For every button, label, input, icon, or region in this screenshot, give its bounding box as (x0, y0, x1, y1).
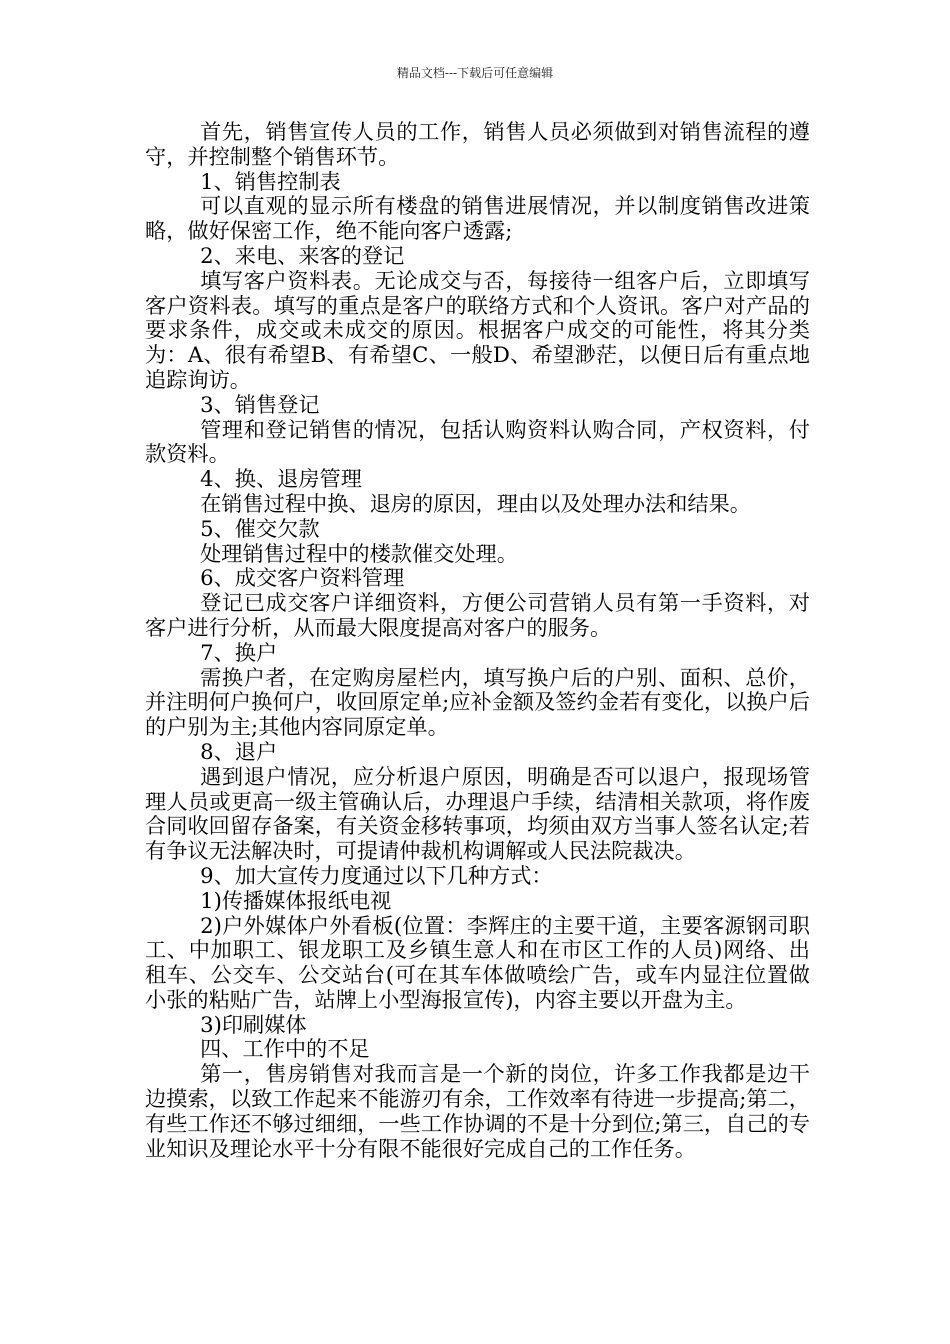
heading-sales-registration: 3、销售登记 (200, 391, 320, 417)
heading-unit-exchange: 7、换户 (200, 639, 278, 665)
paragraph-unit-return: 遇到退户情况，应分析退户原因，明确是否可以退户，报现场管理人员或更高一级主管确认后，办理退户手续，结清相关款项，将作废合同收回留存备案，有关资金移转事项，均须由双方当事人签名认定;若有争议无法解决时，可提请仲裁机构调解或人民法院裁决。 (145, 763, 810, 864)
paragraph-unit-exchange: 需换户者，在定购房屋栏内，填写换户后的户别、面积、总价，并注明何户换何户，收回原定单;应补金额及签约金若有变化，以换户后的户别为主;其他内容同原定单。 (145, 664, 810, 740)
heading-call-visit-registration: 2、来电、来客的登记 (200, 242, 405, 268)
heading-customer-data-management: 6、成交客户资料管理 (200, 565, 405, 591)
paragraph-customer-data-management: 登记已成交客户详细资料，方便公司营销人员有第一手资料，对客户进行分析，从而最大限度提高对客户的服务。 (145, 590, 810, 640)
list-item-broadcast-media: 1)传播媒体报纸电视 (200, 887, 392, 913)
document-body (145, 120, 810, 1161)
heading-publicity: 9、加大宣传力度通过以下几种方式： (200, 862, 553, 888)
heading-shortcomings: 四、工作中的不足 (200, 1036, 370, 1062)
list-item-print-media: 3)印刷媒体 (200, 1011, 307, 1037)
paragraph-payment-collection: 处理销售过程中的楼款催交处理。 (200, 540, 518, 566)
paragraph-intro: 首先，销售宣传人员的工作，销售人员必须做到对销售流程的遵守，并控制整个销售环节。 (145, 119, 810, 169)
list-item-outdoor-media: 2)户外媒体户外看板(位置：李辉庄的主要干道，主要客源钢司职工、中加职工、银龙职工及乡镇生意人和在市区工作的人员)网络、出租车、公交车、公交站台(可在其车体做喷绘广告，或车内显注位置做小张的粘贴广告，站牌上小型海报宣传)，内容主要以开盘为主。 (145, 912, 810, 1012)
paragraph-shortcomings: 第一，售房销售对我而言是一个新的岗位，许多工作我都是边干边摸索，以致工作起来不能游刃有余，工作效率有待进一步提高;第二，有些工作还不够过细细，一些工作协调的不是十分到位;第三，自己的专业知识及理论水平十分有限不能很好完成自己的工作任务。 (145, 1061, 810, 1161)
heading-payment-collection: 5、催交欠款 (200, 515, 320, 541)
paragraph-sales-registration: 管理和登记销售的情况，包括认购资料认购合同，产权资料，付款资料。 (145, 416, 810, 467)
heading-sales-control-table: 1、销售控制表 (200, 168, 341, 194)
paragraph-exchange-return-management: 在销售过程中换、退房的原因，理由以及处理办法和结果。 (200, 490, 751, 516)
paragraph-sales-control-table: 可以直观的显示所有楼盘的销售进展情况，并以制度销售改进策略，做好保密工作，绝不能向客户透露; (145, 193, 810, 244)
heading-unit-return: 8、退户 (200, 738, 278, 764)
heading-exchange-return-management: 4、换、退房管理 (200, 466, 362, 492)
paragraph-call-visit-registration: 填写客户资料表。无论成交与否，每接待一组客户后，立即填写客户资料表。填写的重点是客户的联络方式和个人资讯。客户对产品的要求条件，成交或未成交的原因。根据客户成交的可能性，将其分类为：A、很有希望B、有希望C、一般D、希望渺茫，以便日后有重点地追踪询访。 (145, 267, 810, 392)
page-header: 精品文档---下载后可任意编辑 (396, 66, 554, 80)
